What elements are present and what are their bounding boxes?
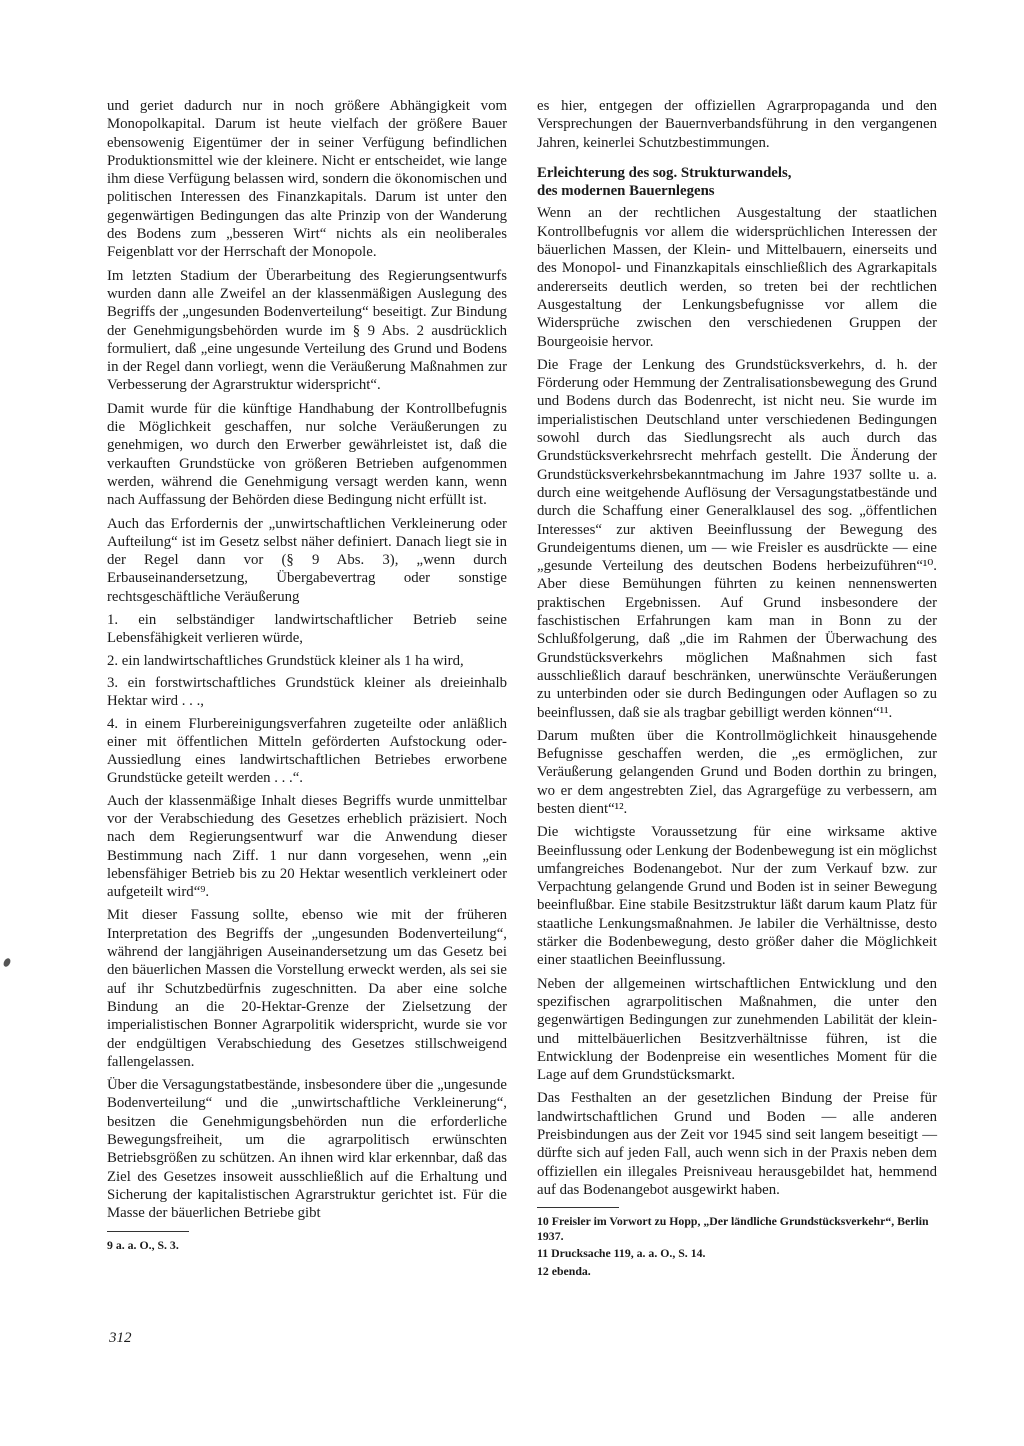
- list-item: 1. ein selbständiger landwirtschaftlicher Betrieb seine Lebensfähigkeit verlieren würde,: [107, 612, 507, 647]
- footnote: 10 Freisler im Vorwort zu Hopp, „Der ländliche Grundstücksverkehr“, Berlin 1937.: [537, 1214, 929, 1243]
- list-item: 4. in einem Flurbereinigungsverfahren zugeteilte oder anläßlich einer mit öffentlichen Mitteln geförderten Aufstockung oder- Aussiedlung eines landwirtschaftlichen Betriebes erworbene Grundstücke geteilt werden . . .“.: [107, 715, 507, 787]
- paragraph: Auch der klassenmäßige Inhalt dieses Begriffs wurde unmittelbar vor der Verabschiedung des Gesetzes erheblich präzisiert. Noch nach dem Regierungsentwurf war die Anwendung dieser Bestimmung nach Ziff. 1 nur dann vorgesehen, wenn „ein lebensfähiger Betrieb bis zu 20 Hektar wesentlich verkleinert oder aufgeteilt wird“⁹.: [107, 792, 507, 901]
- right-column: [537, 97, 937, 1281]
- paragraph: Die Frage der Lenkung des Grundstücksverkehrs, d. h. der Förderung oder Hemmung der Zentralisationsbewegung des Grund und Bodens durch das Bodenrecht, ist nicht neu. Sie wurde im imperialistischen Deutschland unter verschiedenen Bedingungen sowohl durch das Siedlungsrecht als auch durch das Grundstücksverkehrsrecht mehrfach gestellt. Die Änderung der Grundstücksverkehrsbekanntmachung im Jahre 1937 sollte u. a. durch eine weitgehende Auflösung der Versagungstatbestände und durch die Schaffung einer Generalklausel des sog. „öffentlichen Interesses“ zur aktiven Beeinflussung der Bewegung des Grundeigentums dienen, um — wie Freisler es ausdrückte — eine „gesunde Verteilung des deutschen Bodens herbeizuführen“¹⁰. Aber diese Bemühungen führten zu keinen nennenswerten praktischen Ergebnissen. Auf Grund insbesondere der faschistischen Erfahrungen kam man in Bonn zu der Schlußfolgerung, daß „die im Rahmen der Überwachung des Grundstücksverkehrs möglichen Maßnahmen sich fast ausschließlich darauf beschränken, unerwünschte Veräußerungen zu unterbinden oder sie durch Bedingungen oder Auflagen so zu beeinflussen, daß sie als tragbar gebilligt werden können“¹¹.: [537, 356, 937, 721]
- page-number: 312: [109, 1330, 132, 1346]
- paragraph: Die wichtigste Voraussetzung für eine wirksame aktive Beeinflussung oder Lenkung der Bodenbewegung ist ein möglichst umfangreiches Bodenangebot. Nur der zum Verkauf bzw. zur Verpachtung gelangende Grund und Boden ist in seiner Bewegung beeinflußbar. Eine stabile Besitzstruktur läßt darum kaum Platz für staatliche Lenkungsmaßnahmen. Je labiler die Verhältnisse, desto stärker die Bodenbewegung, desto größer daher die Möglichkeit einer staatlichen Beeinflussung.: [537, 824, 937, 969]
- footnote: 11 Drucksache 119, a. a. O., S. 14.: [537, 1246, 706, 1261]
- paragraph: Neben der allgemeinen wirtschaftlichen Entwicklung und den spezifischen agrarpolitischen Maßnahmen, die unter den gegenwärtigen Bedingungen zur zunehmenden Labilität der klein- und mittelbäuerlichen Besitzverhältnisse führen, ist die Entwicklung der Bodenpreise ein wesentliches Moment für die Lage auf dem Grundstücksmarkt.: [537, 975, 937, 1084]
- paragraph: Wenn an der rechtlichen Ausgestaltung der staatlichen Kontrollbefugnis vor allem die widersprüchlichen Interessen der bäuerlichen Massen, der Klein- und Mittelbauern, einerseits und des Monopol- und Finanzkapitals einschließlich des Agrarkapitals andererseits deutlich werden, so treten bei der rechtlichen Ausgestaltung der Lenkungsbefugnisse vor allem die Widersprüche zwischen den verschiedenen Gruppen der Bourgeoisie hervor.: [537, 205, 937, 350]
- left-column: [107, 97, 507, 1255]
- footnote-divider: [537, 1207, 619, 1208]
- paragraph: es hier, entgegen der offiziellen Agrarpropaganda und den Versprechungen der Bauernverbandsführung in den vergangenen Jahren, keinerlei Schutzbestimmungen.: [537, 98, 937, 151]
- paragraph: Über die Versagungstatbestände, insbesondere über die „ungesunde Bodenverteilung“ und die „unwirtschaftliche Verkleinerung“, besitzen die Genehmigungsbehörden nun die erforderliche Bewegungsfreiheit, um die agrarpolitisch erwünschten Betriebsgrößen zu schützen. An ihnen wird klar erkennbar, daß das Ziel des Gesetzes insoweit ausschließlich auf die Erhaltung und Sicherung der kapitalistischen Agrarstruktur gerichtet ist. Für die Masse der bäuerlichen Betriebe gibt: [107, 1077, 507, 1222]
- list-item: 2. ein landwirtschaftliches Grundstück kleiner als 1 ha wird,: [107, 652, 464, 669]
- paragraph: und geriet dadurch nur in noch größere Abhängigkeit vom Monopolkapital. Darum ist heute vielfach der größere Bauer ebensowenig Eigentümer der in seiner Verfügung befindlichen Produktionsmittel wie der kleinere. Nicht er entscheidet, wie lange ihm diese Verfügung belassen wird, sondern die ökonomischen und politischen Interessen des Finanzkapitals. Darum ist unter den gegenwärtigen Bedingungen das alte Prinzip von der Wanderung des Bodens zum „besseren Wirt“ nichts als ein neoliberales Feigenblatt vor der Herrschaft der Monopole.: [107, 98, 507, 261]
- scan-speck: [2, 957, 12, 968]
- list-item: 3. ein forstwirtschaftliches Grundstück kleiner als dreieinhalb Hektar wird . . .,: [107, 674, 507, 710]
- paragraph: Damit wurde für die künftige Handhabung der Kontrollbefugnis die Möglichkeit geschaffen, nur solche Veräußerungen zu genehmigen, wo durch den Erwerber gewährleistet ist, daß die verkauften Grundstücke von größeren Betrieben aufgenommen werden, während die Genehmigung versagt werden kann, wenn nach Auffassung der Behörden diese Bedingung nicht erfüllt ist.: [107, 400, 507, 509]
- footnote-divider: [107, 1231, 189, 1232]
- section-heading: [537, 164, 937, 201]
- section-heading-line: des modernen Bauernlegens: [537, 183, 715, 200]
- footnote: 9 a. a. O., S. 3.: [107, 1237, 179, 1252]
- paragraph: Darum mußten über die Kontrollmöglichkeit hinausgehende Befugnisse geschaffen werden, die „es ermöglichen, zur Veräußerung gelangenden Grund und Boden dorthin zu bringen, wo er dem angestrebten Ziel, das Agrargefüge zu verbessern, am besten dient“¹².: [537, 727, 937, 817]
- paragraph: Auch das Erfordernis der „unwirtschaftlichen Verkleinerung oder Aufteilung“ ist im Gesetz selbst näher definiert. Danach liegt sie in der Regel dann vor (§ 9 Abs. 3), „wenn durch Erbauseinandersetzung, Übergabevertrag oder sonstige rechtsgeschäftliche Veräußerung: [107, 515, 507, 605]
- footnote: 12 ebenda.: [537, 1263, 591, 1278]
- paragraph: Im letzten Stadium der Überarbeitung des Regierungsentwurfs wurden dann alle Zweifel an der klassenmäßigen Auslegung des Begriffs der „ungesunden Bodenverteilung“ beseitigt. Zur Bindung der Genehmigungsbehörden wurde im § 9 Abs. 2 ausdrücklich formuliert, daß „eine ungesunde Verteilung des Grund und Bodens in der Regel dann vorliegt, wenn die Veräußerung Maßnahmen zur Verbesserung der Agrarstruktur widerspricht“.: [107, 267, 507, 394]
- section-heading-line: Erleichterung des sog. Strukturwandels,: [537, 164, 792, 181]
- paragraph: Mit dieser Fassung sollte, ebenso wie mit der früheren Interpretation des Begriffs der „ungesunden Bodenverteilung“, während der langjährigen Auseinandersetzung um das Gesetz bei den bäuerlichen Massen die Vorstellung erweckt werden, als sei sie auf ihr Schutzbedürfnis zugeschnitten. Da aber eine solche Bindung an die 20-Hektar-Grenze der Zielsetzung der imperialistischen Bonner Agrarpolitik widerspricht, wurde sie vor der endgültigen Verabschiedung des Gesetzes stillschweigend fallengelassen.: [107, 907, 507, 1070]
- paragraph: Das Festhalten an der gesetzlichen Bindung der Preise für landwirtschaftlichen Grund und Boden — alle anderen Preisbindungen aus der Zeit vor 1945 sind seit langem beseitigt — dürfte sich auf jeden Fall, auch wenn sich in der Praxis neben dem offiziellen ein illegales Preisniveau herausgebildet hat, hemmend auf das Bodenangebot ausgewirkt haben.: [537, 1090, 937, 1198]
